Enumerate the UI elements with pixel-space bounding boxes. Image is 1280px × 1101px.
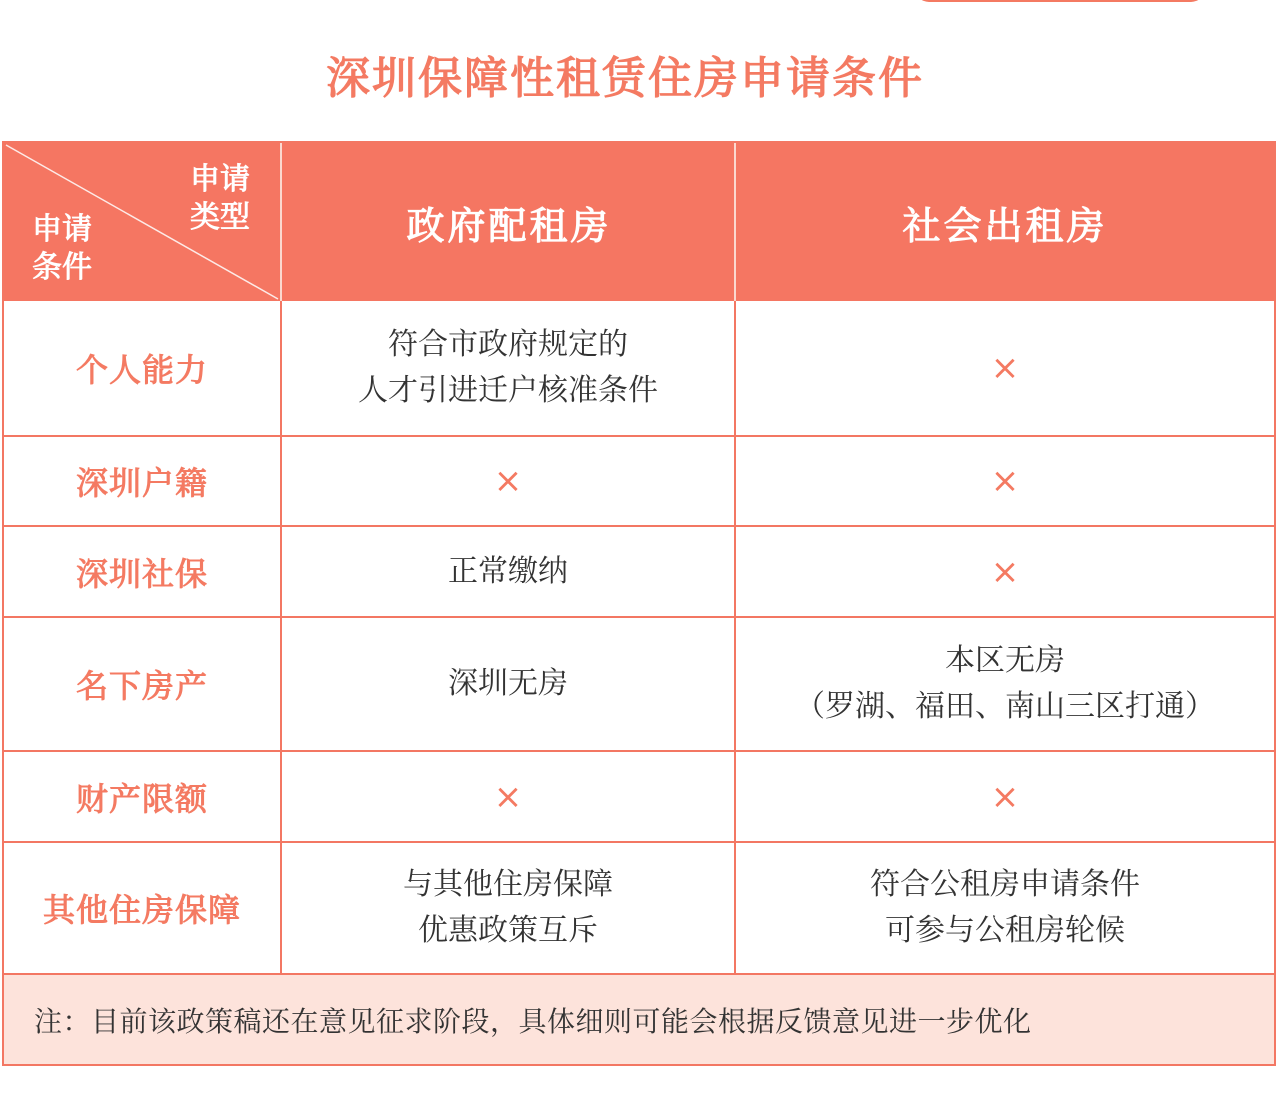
- cross-icon: ×: [493, 776, 523, 817]
- corner-label-condition: [32, 211, 92, 287]
- cell-text-line: 本区无房: [945, 643, 1065, 678]
- cell-government-social-insurance: [282, 527, 734, 616]
- column-header-social: 社会出租房: [902, 203, 1108, 248]
- cross-icon: ×: [990, 348, 1020, 388]
- cell-social-personal-ability: [736, 301, 1274, 435]
- row-label-personal-ability: 个人能力: [75, 351, 208, 389]
- cell-social-property: [736, 618, 1274, 750]
- header-divider-2: [734, 143, 736, 301]
- row-label-other-housing: 其他住房保障: [42, 891, 241, 929]
- row-label-property: 名下房产: [75, 667, 208, 705]
- page-title: 深圳保障性租赁住房申请条件: [326, 53, 924, 104]
- cell-text-line: 可参与公租房轮候: [885, 913, 1125, 948]
- cell-text-line: 优惠政策互斥: [418, 913, 598, 948]
- cell-text-line: （罗湖、福田、南山三区打通）: [795, 689, 1215, 724]
- footnote: 注：目前该政策稿还在意见征求阶段，具体细则可能会根据反馈意见进一步优化: [34, 1004, 1032, 1038]
- column-header-government: 政府配租房: [406, 203, 612, 248]
- cell-text-line: 与其他住房保障: [403, 867, 613, 902]
- cell-text-line: 人才引进迁户核准条件: [358, 373, 658, 408]
- cell-social-asset-limit: [736, 752, 1274, 841]
- cell-text-line: 正常缴纳: [448, 553, 568, 589]
- cell-social-social-insurance: [736, 527, 1274, 616]
- cell-text-line: 深圳无房: [448, 666, 568, 701]
- corner-type-line-1: 申请: [190, 162, 250, 197]
- cross-icon: ×: [990, 551, 1020, 592]
- cell-government-property: [282, 618, 734, 750]
- cell-government-personal-ability: [282, 301, 734, 435]
- top-tab-decoration: [915, 0, 1205, 2]
- corner-condition-line-2: 条件: [32, 250, 92, 285]
- header-divider-1: [280, 143, 282, 301]
- cell-government-hukou: [282, 437, 734, 525]
- cell-text-line: 符合公租房申请条件: [870, 867, 1140, 902]
- row-label-hukou: 深圳户籍: [75, 464, 208, 502]
- cell-social-other-housing: [736, 843, 1274, 973]
- cell-text-line: 符合市政府规定的: [388, 327, 628, 362]
- cell-government-asset-limit: [282, 752, 734, 841]
- cell-government-other-housing: [282, 843, 734, 973]
- corner-condition-line-1: 申请: [32, 212, 92, 247]
- corner-label-type: [190, 161, 250, 237]
- cross-icon: ×: [990, 461, 1020, 501]
- row-label-asset-limit: 财产限额: [75, 779, 208, 818]
- corner-type-line-2: 类型: [190, 200, 250, 235]
- row-label-social-insurance: 深圳社保: [75, 554, 208, 593]
- cell-social-hukou: [736, 437, 1274, 525]
- cross-icon: ×: [990, 776, 1020, 817]
- conditions-table: [2, 141, 1276, 1066]
- cross-icon: ×: [493, 461, 523, 501]
